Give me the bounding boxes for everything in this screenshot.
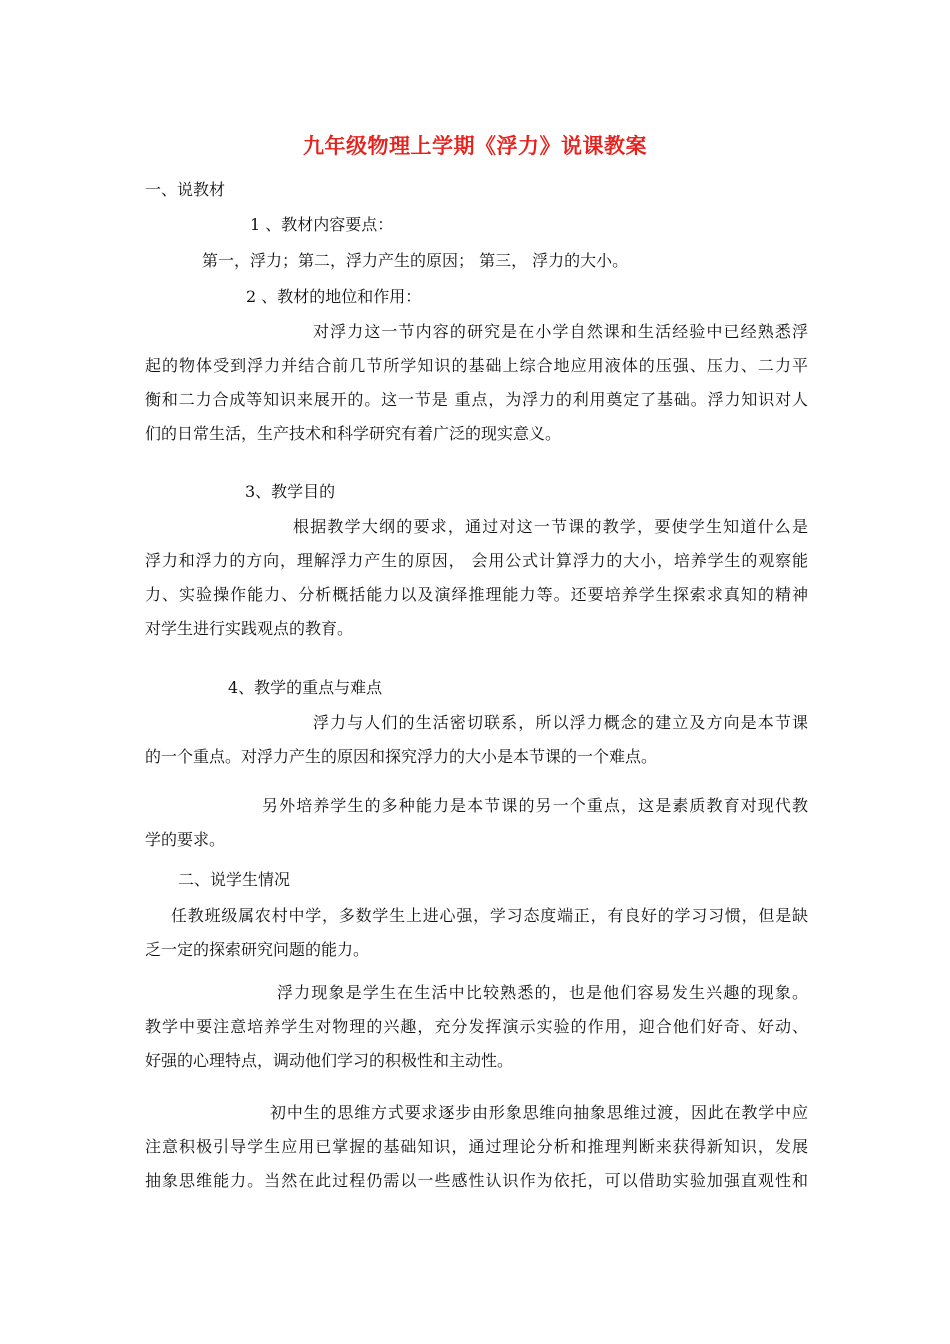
section-heading-2: 二、说学生情况 (178, 870, 291, 889)
paragraph-teaching-goals (145, 510, 808, 646)
paragraph-line: 根据教学大纲的要求，通过对这一节课的教学，要使学生知道什么是 (293, 517, 808, 536)
paragraph-line: 力、实验操作能力、分析概括能力以及演绎推理能力等。还要培养学生探索求真知的精神 (145, 585, 808, 604)
paragraph-students-c (145, 1096, 808, 1198)
paragraph-line: 浮力现象是学生在生活中比较熟悉的，也是他们容易发生兴趣的现象。 (277, 983, 808, 1002)
paragraph-line: 衡和二力合成等知识来展开的。这一节是 重点，为浮力的利用奠定了基础。浮力知识对人 (145, 390, 808, 409)
paragraph-status-role (145, 315, 808, 451)
document-title: 九年级物理上学期《浮力》说课教案 (303, 134, 647, 158)
paragraph-students-b (145, 976, 808, 1078)
subheading-1-3: 3、教学目的 (245, 482, 336, 501)
paragraph-line: 浮力和浮力的方向，理解浮力产生的原因， 会用公式计算浮力的大小，培养学生的观察能 (145, 551, 808, 570)
paragraph-line: 学的要求。 (145, 830, 226, 849)
paragraph-line: 任教班级属农村中学，多数学生上进心强，学习态度端正，有良好的学习习惯，但是缺 (171, 906, 808, 925)
paragraph-line: 的一个重点。对浮力产生的原因和探究浮力的大小是本节课的一个难点。 (145, 747, 658, 766)
paragraph-key-points (145, 706, 808, 774)
section-heading-1: 一、说教材 (145, 180, 226, 199)
subheading-1-4: 4、教学的重点与难点 (228, 678, 383, 697)
paragraph-line: 好强的心理特点，调动他们学习的积极性和主动性。 (145, 1051, 514, 1070)
content-points-text: 第一，浮力；第二，浮力产生的原因； 第三， 浮力的大小。 (202, 251, 629, 270)
subheading-1-2: 2 、教材的地位和作用： (246, 287, 422, 306)
paragraph-abilities (145, 789, 808, 857)
paragraph-line: 浮力与人们的生活密切联系，所以浮力概念的建立及方向是本节课 (313, 713, 808, 732)
paragraph-line: 初中生的思维方式要求逐步由形象思维向抽象思维过渡，因此在教学中应 (270, 1103, 808, 1122)
paragraph-students-a (145, 899, 808, 967)
paragraph-line: 抽象思维能力。当然在此过程仍需以一些感性认识作为依托，可以借助实验加强直观性和 (145, 1171, 808, 1190)
paragraph-line: 对浮力这一节内容的研究是在小学自然课和生活经验中已经熟悉浮 (313, 322, 808, 341)
paragraph-line: 乏一定的探索研究问题的能力。 (145, 940, 370, 959)
paragraph-line: 对学生进行实践观点的教育。 (145, 619, 354, 638)
paragraph-line: 们的日常生活，生产技术和科学研究有着广泛的现实意义。 (145, 424, 562, 443)
paragraph-line: 教学中要注意培养学生对物理的兴趣，充分发挥演示实验的作用，迎合他们好奇、好动、 (145, 1017, 808, 1036)
subheading-1-1: 1 、教材内容要点： (250, 215, 394, 234)
paragraph-line: 起的物体受到浮力并结合前几节所学知识的基础上综合地应用液体的压强、压力、二力平 (145, 356, 808, 375)
paragraph-line: 注意积极引导学生应用已掌握的基础知识，通过理论分析和推理判断来获得新知识，发展 (145, 1137, 808, 1156)
paragraph-line: 另外培养学生的多种能力是本节课的另一个重点，这是素质教育对现代教 (262, 796, 808, 815)
